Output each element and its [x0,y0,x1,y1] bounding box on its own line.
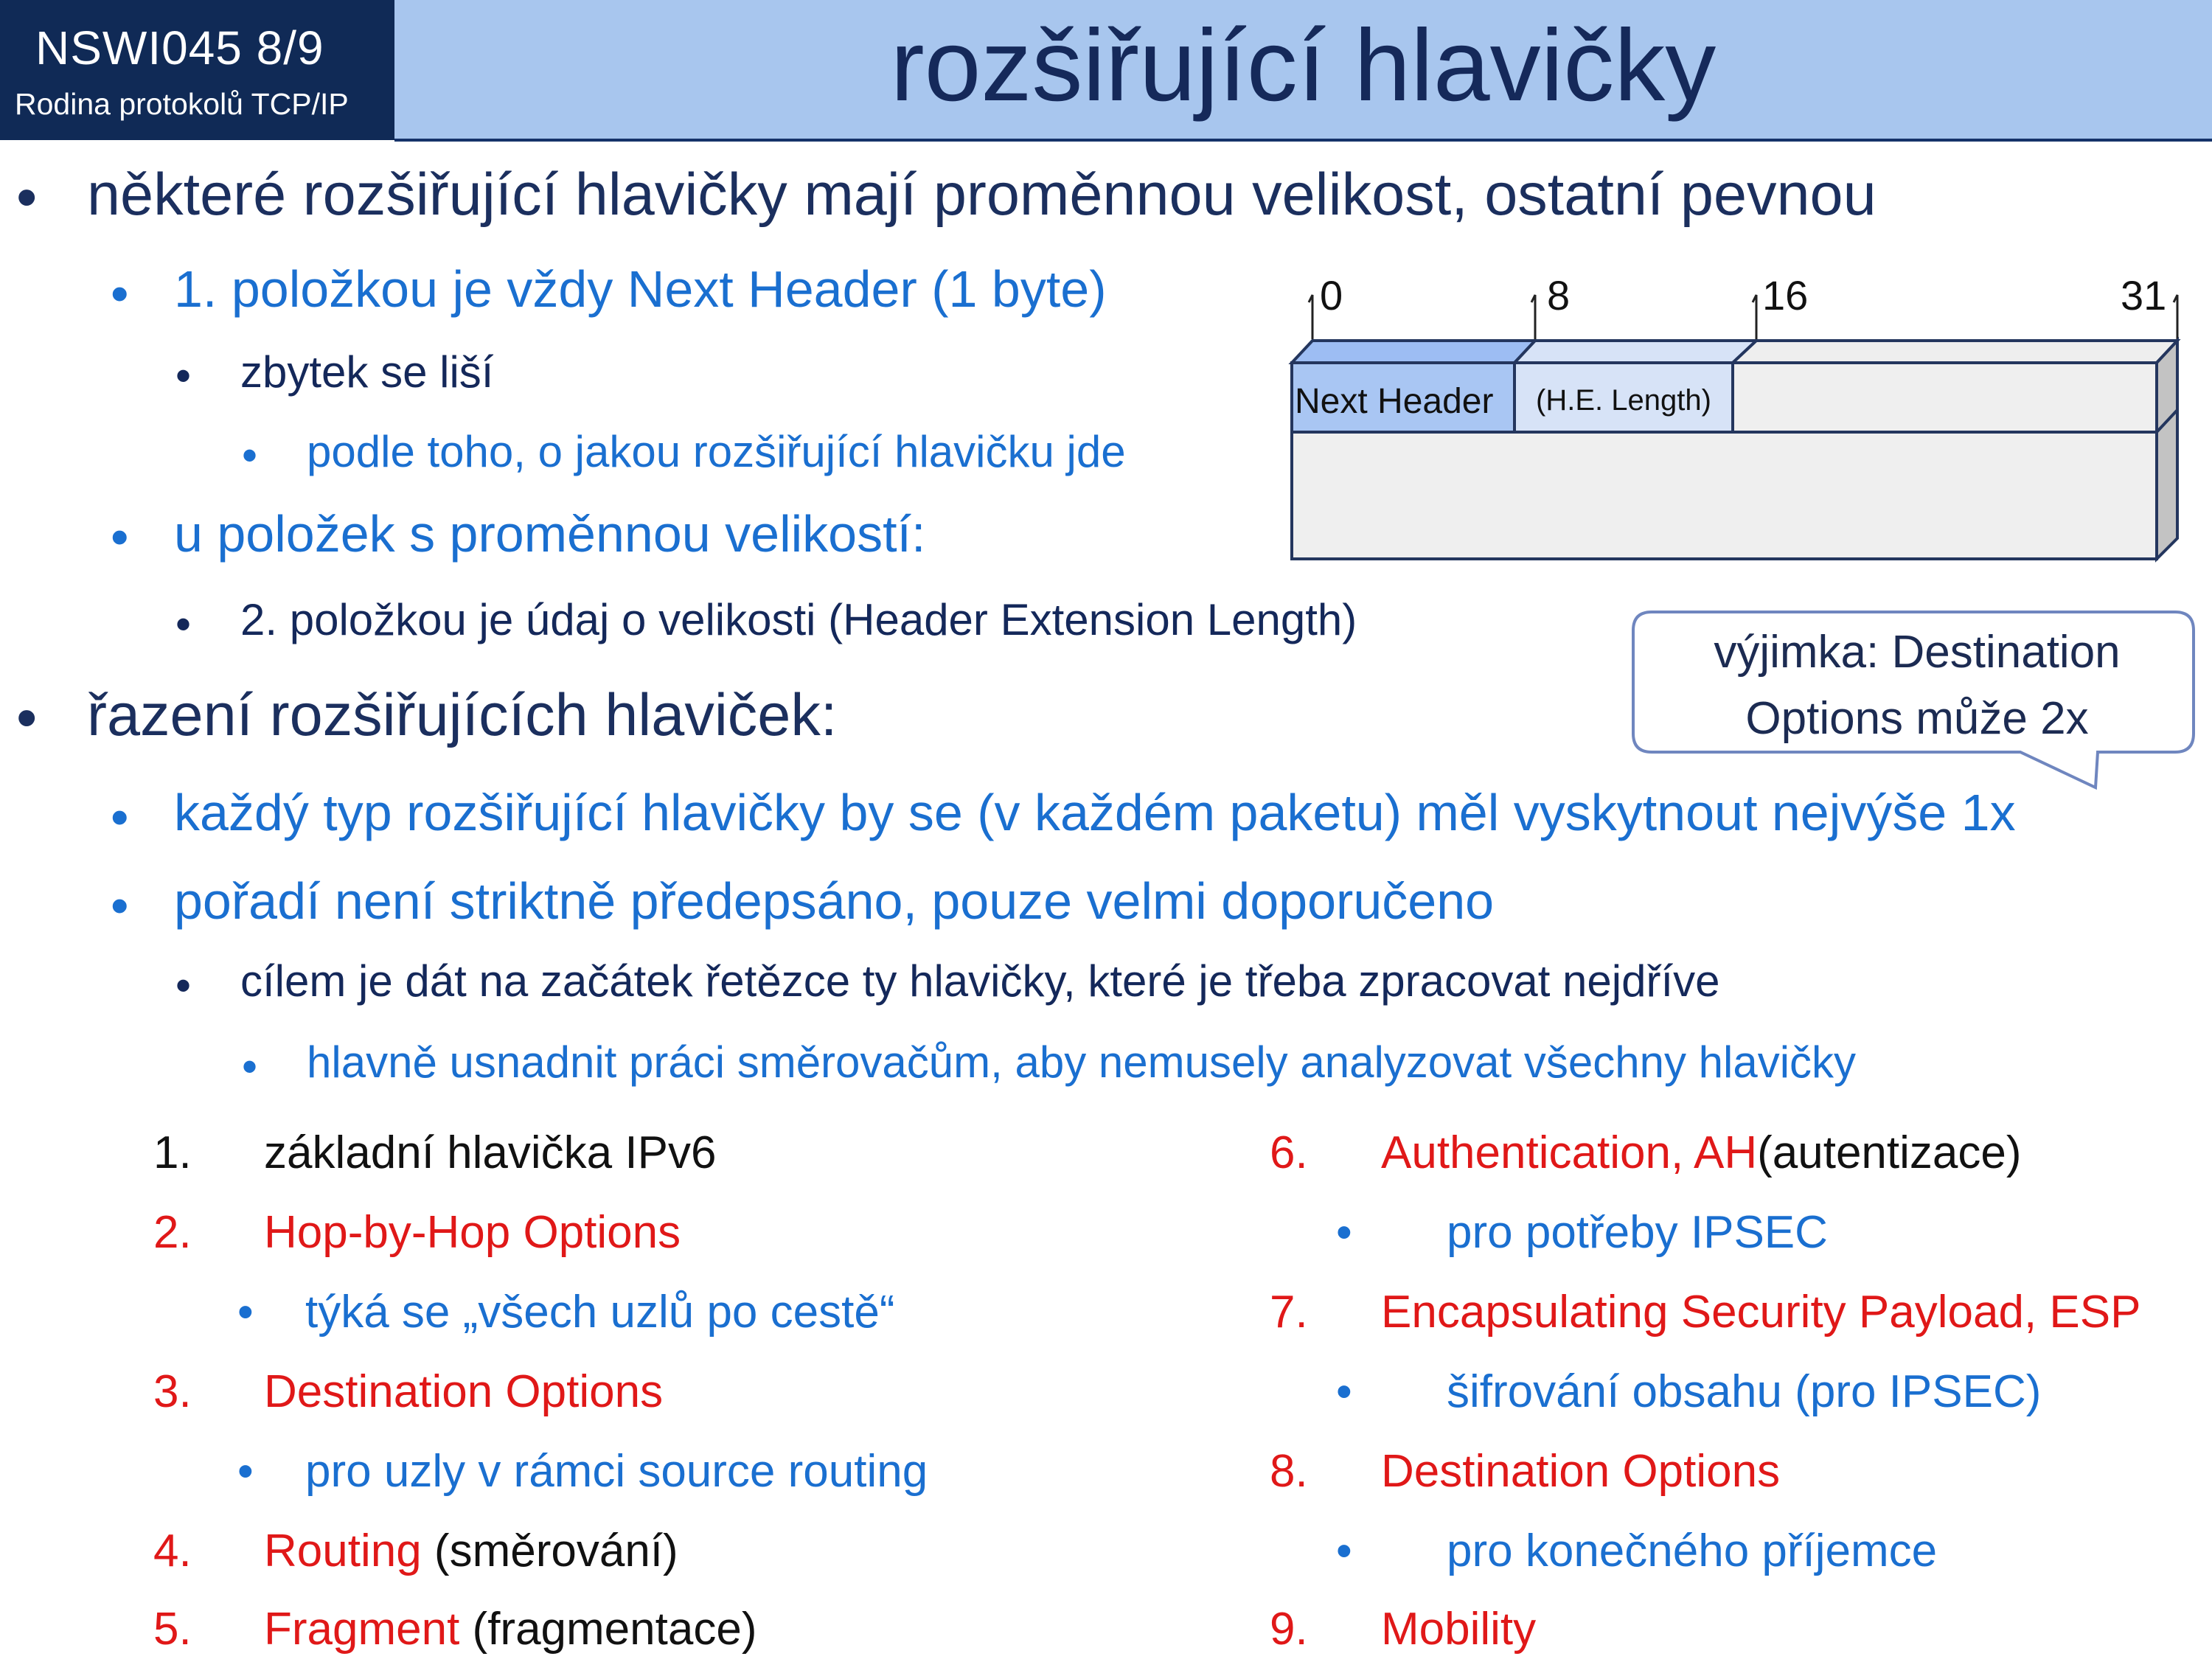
order-note-source-routing: pro uzly v rámci source routing [305,1446,928,1497]
bullet-rest-differs: zbytek se liší [240,347,494,397]
next-header-label: Next Header [1295,382,1494,421]
order-num-2: 2. [153,1207,192,1258]
course-badge [0,0,394,140]
bullet-dot: • [237,1446,254,1497]
bullet-dot: • [242,1042,258,1091]
bullet-dot: • [175,599,192,649]
bullet-dot: • [111,265,129,322]
order-item-fragment [264,1603,757,1655]
next-header-top-face [1292,341,1535,363]
order-num-3: 3. [153,1366,192,1417]
tick-label-8: 8 [1547,272,1571,319]
order-item-hop-by-hop: Hop-by-Hop Options [264,1207,681,1258]
bullet-dot: • [175,961,192,1010]
bullet-dot: • [16,685,38,751]
bullet-once-per-packet: každý typ rozšiřující hlavičky by se (v každém paketu) měl vyskytnout nejvýše 1x [174,784,2016,841]
order-item-fragment-name: Fragment [264,1604,460,1655]
bullet-dot: • [1336,1526,1352,1576]
order-item-ah [1381,1127,2022,1179]
order-note-hop-by-hop: týká se „všech uzlů po cestě“ [305,1287,895,1338]
tick-label-0: 0 [1320,272,1343,319]
rest-top-face [1733,341,2177,363]
order-num-7: 7. [1270,1287,1308,1338]
course-code: NSWI045 8/9 [35,21,324,74]
rest-field [1733,363,2157,432]
side-face [2157,341,2177,559]
order-note-encryption: šifrování obsahu (pro IPSEC) [1447,1366,2042,1417]
extension-header-diagram [1287,265,2201,568]
order-item-routing-suffix: (směrování) [421,1526,678,1576]
order-num-8: 8. [1270,1446,1308,1497]
order-num-6: 6. [1270,1127,1308,1178]
bullet-order-recommended: pořadí není striktně předepsáno, pouze velmi doporučeno [174,872,1495,930]
tick-mark [2174,295,2177,339]
tick-mark [1531,295,1535,339]
bullet-dot: • [111,788,129,846]
order-item-routing-name: Routing [264,1526,422,1576]
order-item-ipv6: základní hlavička IPv6 [264,1127,717,1178]
title-underline [394,139,2212,142]
order-note-ipsec: pro potřeby IPSEC [1447,1207,1828,1258]
order-item-mobility: Mobility [1381,1604,1537,1655]
bullet-routers: hlavně usnadnit práci směrovačům, aby nemusely analyzovat všechny hlavičky [307,1037,1857,1087]
order-item-destination-options: Destination Options [264,1366,664,1417]
variable-body [1292,432,2157,559]
order-note-final-recipient: pro konečného příjemce [1447,1526,1938,1576]
order-item-ah-name: Authentication, AH [1381,1127,1758,1178]
course-name: Rodina protokolů TCP/IP [15,87,349,121]
hel-top-face [1514,341,1756,363]
tick-mark [1309,295,1312,339]
bullet-dot: • [237,1287,254,1338]
bullet-next-header: 1. položkou je vždy Next Header (1 byte) [174,260,1107,318]
tick-label-16: 16 [1762,272,1809,319]
bullet-variable-items: u položek s proměnnou velikostí: [174,505,926,563]
order-num-1: 1. [153,1127,192,1178]
order-item-fragment-suffix: (fragmentace) [459,1604,757,1655]
callout-text: výjimka: Destination Options může 2x [1714,627,2121,744]
bullet-dot: • [1336,1207,1352,1258]
order-num-9: 9. [1270,1604,1308,1655]
order-item-destination-options-final: Destination Options [1381,1446,1781,1497]
bullet-goal: cílem je dát na začátek řetězce ty hlavičky, které je třeba zpracovat nejdříve [240,956,1720,1006]
bullet-dot: • [16,164,38,231]
order-item-routing [264,1525,678,1577]
bullet-dot: • [242,431,258,480]
bullet-dot: • [111,877,129,934]
bullet-dot: • [111,508,129,566]
hel-label: (H.E. Length) [1536,384,1711,417]
order-item-esp: Encapsulating Security Payload, ESP [1381,1287,2141,1338]
bullet-depends-on-type: podle toho, o jakou rozšiřující hlavičku jde [307,427,1126,476]
bullet-hel: 2. položkou je údaj o velikosti (Header Extension Length) [240,595,1357,644]
tick-label-31: 31 [2121,272,2167,319]
bullet-ordering: řazení rozšiřujících hlaviček: [87,682,838,748]
bullet-variable-size: některé rozšiřující hlavičky mají proměnnou velikost, ostatní pevnou [87,161,1877,228]
order-num-4: 4. [153,1526,192,1576]
bullet-dot: • [175,351,192,400]
tick-mark [1753,295,1756,339]
order-num-5: 5. [153,1604,192,1655]
slide-title: rozšiřující hlavičky [890,9,1717,122]
bullet-dot: • [1336,1366,1352,1417]
order-item-ah-suffix: (autentizace) [1757,1127,2022,1178]
